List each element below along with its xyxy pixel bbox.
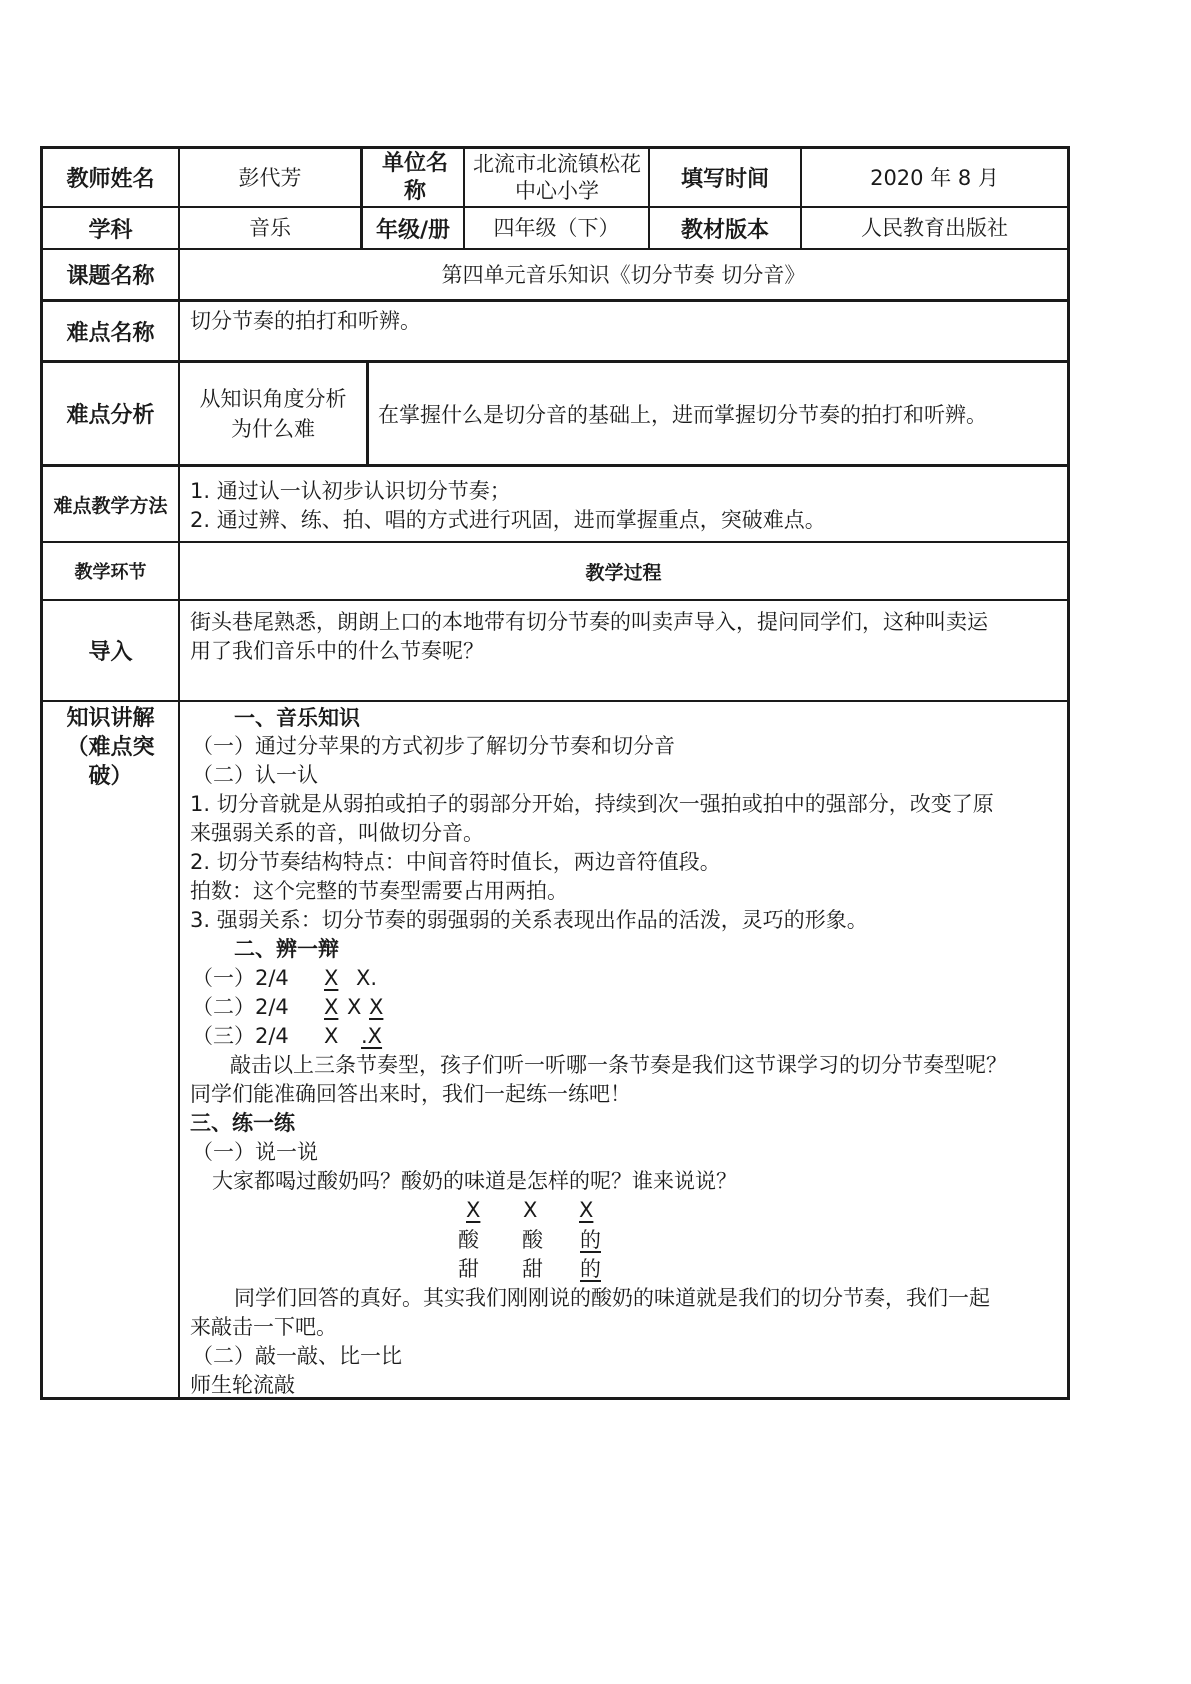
row-divider <box>40 599 1070 601</box>
tap-instruction-line-2: 同学们能准确回答出来时，我们一起练一练吧！ <box>190 1082 631 1106</box>
rhythm-note: X <box>579 1198 594 1222</box>
intro-line-2: 用了我们音乐中的什么节奏呢？ <box>190 639 484 663</box>
rhythm-option-2-note: X <box>347 995 362 1019</box>
fill-date-label: 填写时间 <box>680 167 769 192</box>
analysis-sub-label-line2: 为什么难 <box>231 416 315 441</box>
row-divider <box>40 464 1070 467</box>
rhythm-option-1-prefix: （一）2/4 <box>192 966 289 990</box>
analysis-value: 在掌握什么是切分音的基础上，进而掌握切分节奏的拍打和听辨。 <box>378 403 987 427</box>
analysis-divider <box>366 360 369 466</box>
grade-value: 四年级（下） <box>493 216 620 240</box>
difficulty-value: 切分节奏的拍打和听辨。 <box>190 309 421 333</box>
intro-line-1: 街头巷尾熟悉，朗朗上口的本地带有切分节奏的叫卖声导入，提问同学们，这种叫卖运 <box>190 610 988 634</box>
knowledge-label <box>43 704 178 804</box>
lyric-syllable: 甜 <box>458 1257 479 1281</box>
rhythm-option-3-note: X <box>324 1024 339 1048</box>
rhythm-option-2-prefix: （二）2/4 <box>192 995 289 1019</box>
process-content-label: 教学过程 <box>585 561 662 584</box>
difficulty-label: 难点名称 <box>66 320 155 346</box>
practice-item-c: 师生轮流敲 <box>190 1373 295 1397</box>
beat-count: 拍数：这个完整的节奏型需要占用两拍。 <box>190 879 568 903</box>
process-stage-label: 教学环节 <box>74 562 147 583</box>
rhythm-option-3-note: .X <box>361 1024 383 1048</box>
teacher-name-label: 教师姓名 <box>66 167 155 192</box>
unit-label: 单位名称 <box>381 150 448 204</box>
section-music-knowledge-title: 一、音乐知识 <box>234 706 360 730</box>
rhythm-option-1-note: X <box>324 966 339 990</box>
rhythm-option-2-note: X <box>369 995 384 1019</box>
practice-item-b: （二）敲一敲、比一比 <box>192 1344 402 1368</box>
teacher-name-value: 彭代芳 <box>238 165 302 190</box>
unit-value: 北流市北流镇松花中心小学 <box>473 151 641 203</box>
subject-label: 学科 <box>88 217 133 243</box>
yogurt-question: 大家都喝过酸奶吗？酸奶的味道是怎样的呢？谁来说说？ <box>212 1169 737 1193</box>
edition-value: 人民教育出版社 <box>861 216 1008 240</box>
section-practice-title: 三、练一练 <box>190 1111 295 1135</box>
definition-line-1: 1. 切分音就是从弱拍或拍子的弱部分开始，持续到次一强拍或拍中的强部分，改变了原 <box>190 792 994 816</box>
row-divider <box>40 700 1070 702</box>
analysis-sub-label-line1: 从知识角度分析 <box>199 386 347 411</box>
method-line-1: 1. 通过认一认初步认识切分节奏； <box>190 479 511 503</box>
subject-value: 音乐 <box>249 216 291 240</box>
answer-line-2: 来敲击一下吧。 <box>190 1315 337 1339</box>
practice-item-a: （一）说一说 <box>192 1140 318 1164</box>
rhythm-option-3-prefix: （三）2/4 <box>192 1024 289 1048</box>
lyric-syllable: 的 <box>580 1228 601 1252</box>
topic-label: 课题名称 <box>66 264 155 289</box>
knowledge-label-line3: 破） <box>88 764 133 789</box>
strength-relation: 3. 强弱关系：切分节奏的弱强弱的关系表现出作品的活泼，灵巧的形象。 <box>190 908 868 932</box>
rhythm-note: X <box>466 1198 481 1222</box>
section-identify-title: 二、辨一辩 <box>234 937 339 961</box>
section-1-item-a: （一）通过分苹果的方式初步了解切分节奏和切分音 <box>192 734 675 758</box>
label-column-divider <box>178 146 180 1400</box>
row-divider <box>40 299 1070 302</box>
analysis-label: 难点分析 <box>66 403 155 428</box>
lyric-syllable: 的 <box>580 1257 601 1281</box>
rhythm-option-2-note: X <box>324 995 339 1019</box>
lyric-syllable: 酸 <box>458 1228 479 1252</box>
tap-instruction-line-1: 敲击以上三条节奏型，孩子们听一听哪一条节奏是我们这节课学习的切分节奏型呢？ <box>230 1053 1007 1077</box>
structure-feature: 2. 切分节奏结构特点：中间音符时值长，两边音符值段。 <box>190 850 721 874</box>
lyric-syllable: 酸 <box>522 1228 543 1252</box>
topic-value: 第四单元音乐知识《切分节奏 切分音》 <box>441 262 806 287</box>
lyric-syllable: 甜 <box>522 1257 543 1281</box>
definition-line-2: 来强弱关系的音，叫做切分音。 <box>190 821 484 845</box>
table-border-right <box>1067 146 1070 1400</box>
answer-line-1: 同学们回答的真好。其实我们刚刚说的酸奶的味道就是我们的切分节奏，我们一起 <box>234 1286 990 1310</box>
analysis-sub-label <box>180 363 366 464</box>
knowledge-label-line1: 知识讲解 <box>66 706 155 731</box>
section-1-item-b: （二）认一认 <box>192 763 318 787</box>
edition-label: 教材版本 <box>680 217 769 243</box>
rhythm-option-1-note: X. <box>356 966 378 990</box>
intro-label: 导入 <box>88 640 133 665</box>
knowledge-label-line2: （难点突 <box>66 735 155 760</box>
grade-label: 年级/册 <box>375 217 451 243</box>
method-label: 难点教学方法 <box>53 494 168 517</box>
fill-date-value: 2020 年 8 月 <box>870 165 999 190</box>
method-line-2: 2. 通过辨、练、拍、唱的方式进行巩固，进而掌握重点，突破难点。 <box>190 508 826 532</box>
rhythm-note: X <box>523 1198 538 1222</box>
